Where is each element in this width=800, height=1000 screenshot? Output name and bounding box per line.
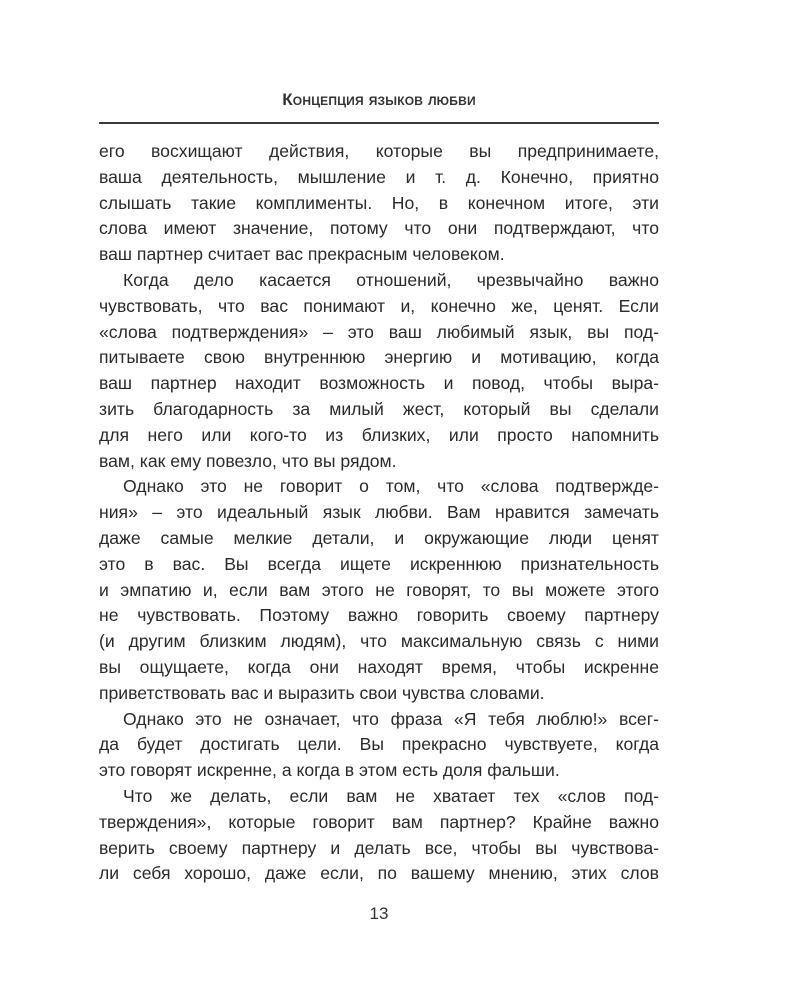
text-line: ваш партнер считает вас прекрасным человеком.: [99, 244, 505, 265]
text-line: для него или кого-то из близких, или просто напомнить: [99, 424, 659, 445]
text-line: зить благодарность за милый жест, который вы сделали: [99, 398, 659, 419]
text-line: его восхищают действия, которые вы предпринимаете,: [99, 141, 659, 161]
text-line: ли себя хорошо, даже если, по вашему мнению, этих слов: [99, 863, 659, 884]
text-line: не чувствовать. Поэтому важно говорить своему партнеру: [99, 605, 659, 626]
text-line: приветствовать вас и выразить свои чувства словами.: [99, 682, 545, 703]
text-line: «слова подтверждения» – это ваш любимый язык, вы под-: [99, 321, 659, 342]
text-line: и эмпатию и, если вам этого не говорят, то вы можете этого: [99, 579, 659, 600]
text-line: да будет достигать цели. Вы прекрасно чувствуете, когда: [99, 734, 659, 755]
text-line: вам, как ему повезло, что вы рядом.: [99, 450, 397, 471]
text-line: вы ощущаете, когда они находят время, чтобы искренне: [99, 656, 659, 677]
text-line: слышать такие комплименты. Но, в конечном итоге, эти: [99, 192, 659, 213]
text-line: ния» – это идеальный язык любви. Вам нравится замечать: [99, 502, 659, 523]
text-line: Когда дело касается отношений, чрезвычайно важно: [123, 269, 659, 290]
text-line: ваша деятельность, мышление и т. д. Конечно, приятно: [99, 166, 659, 187]
text-line: Однако это не означает, что фраза «Я тебя люблю!» всег-: [123, 708, 659, 729]
text-line: даже самые мелкие детали, и окружающие люди ценят: [99, 527, 659, 548]
text-line: ваш партнер находит возможность и повод, чтобы выра-: [99, 373, 659, 394]
body-text: [99, 139, 659, 887]
running-head-title: Концепция языков любви: [282, 90, 476, 109]
text-line: это говорят искренне, а когда в этом есть доля фальши.: [99, 760, 560, 781]
text-line: тверждения», которые говорит вам партнер? Крайне важно: [99, 811, 659, 832]
header-rule: [99, 122, 659, 124]
text-line: (и другим близким людям), что максимальную связь с ними: [99, 631, 659, 652]
text-line: Что же делать, если вам не хватает тех «слов под-: [123, 785, 659, 806]
text-line: это в вас. Вы всегда ищете искреннюю признательность: [99, 553, 659, 574]
text-line: питываете свою внутреннюю энергию и мотивацию, когда: [99, 347, 659, 368]
text-line: чувствовать, что вас понимают и, конечно же, ценят. Если: [99, 295, 659, 316]
text-line: Однако это не говорит о том, что «слова подтвержде-: [123, 476, 659, 497]
page-number: 13: [369, 904, 389, 923]
text-line: верить своему партнеру и делать все, чтобы вы чувствова-: [99, 837, 659, 858]
text-line: слова имеют значение, потому что они подтверждают, что: [99, 218, 659, 239]
